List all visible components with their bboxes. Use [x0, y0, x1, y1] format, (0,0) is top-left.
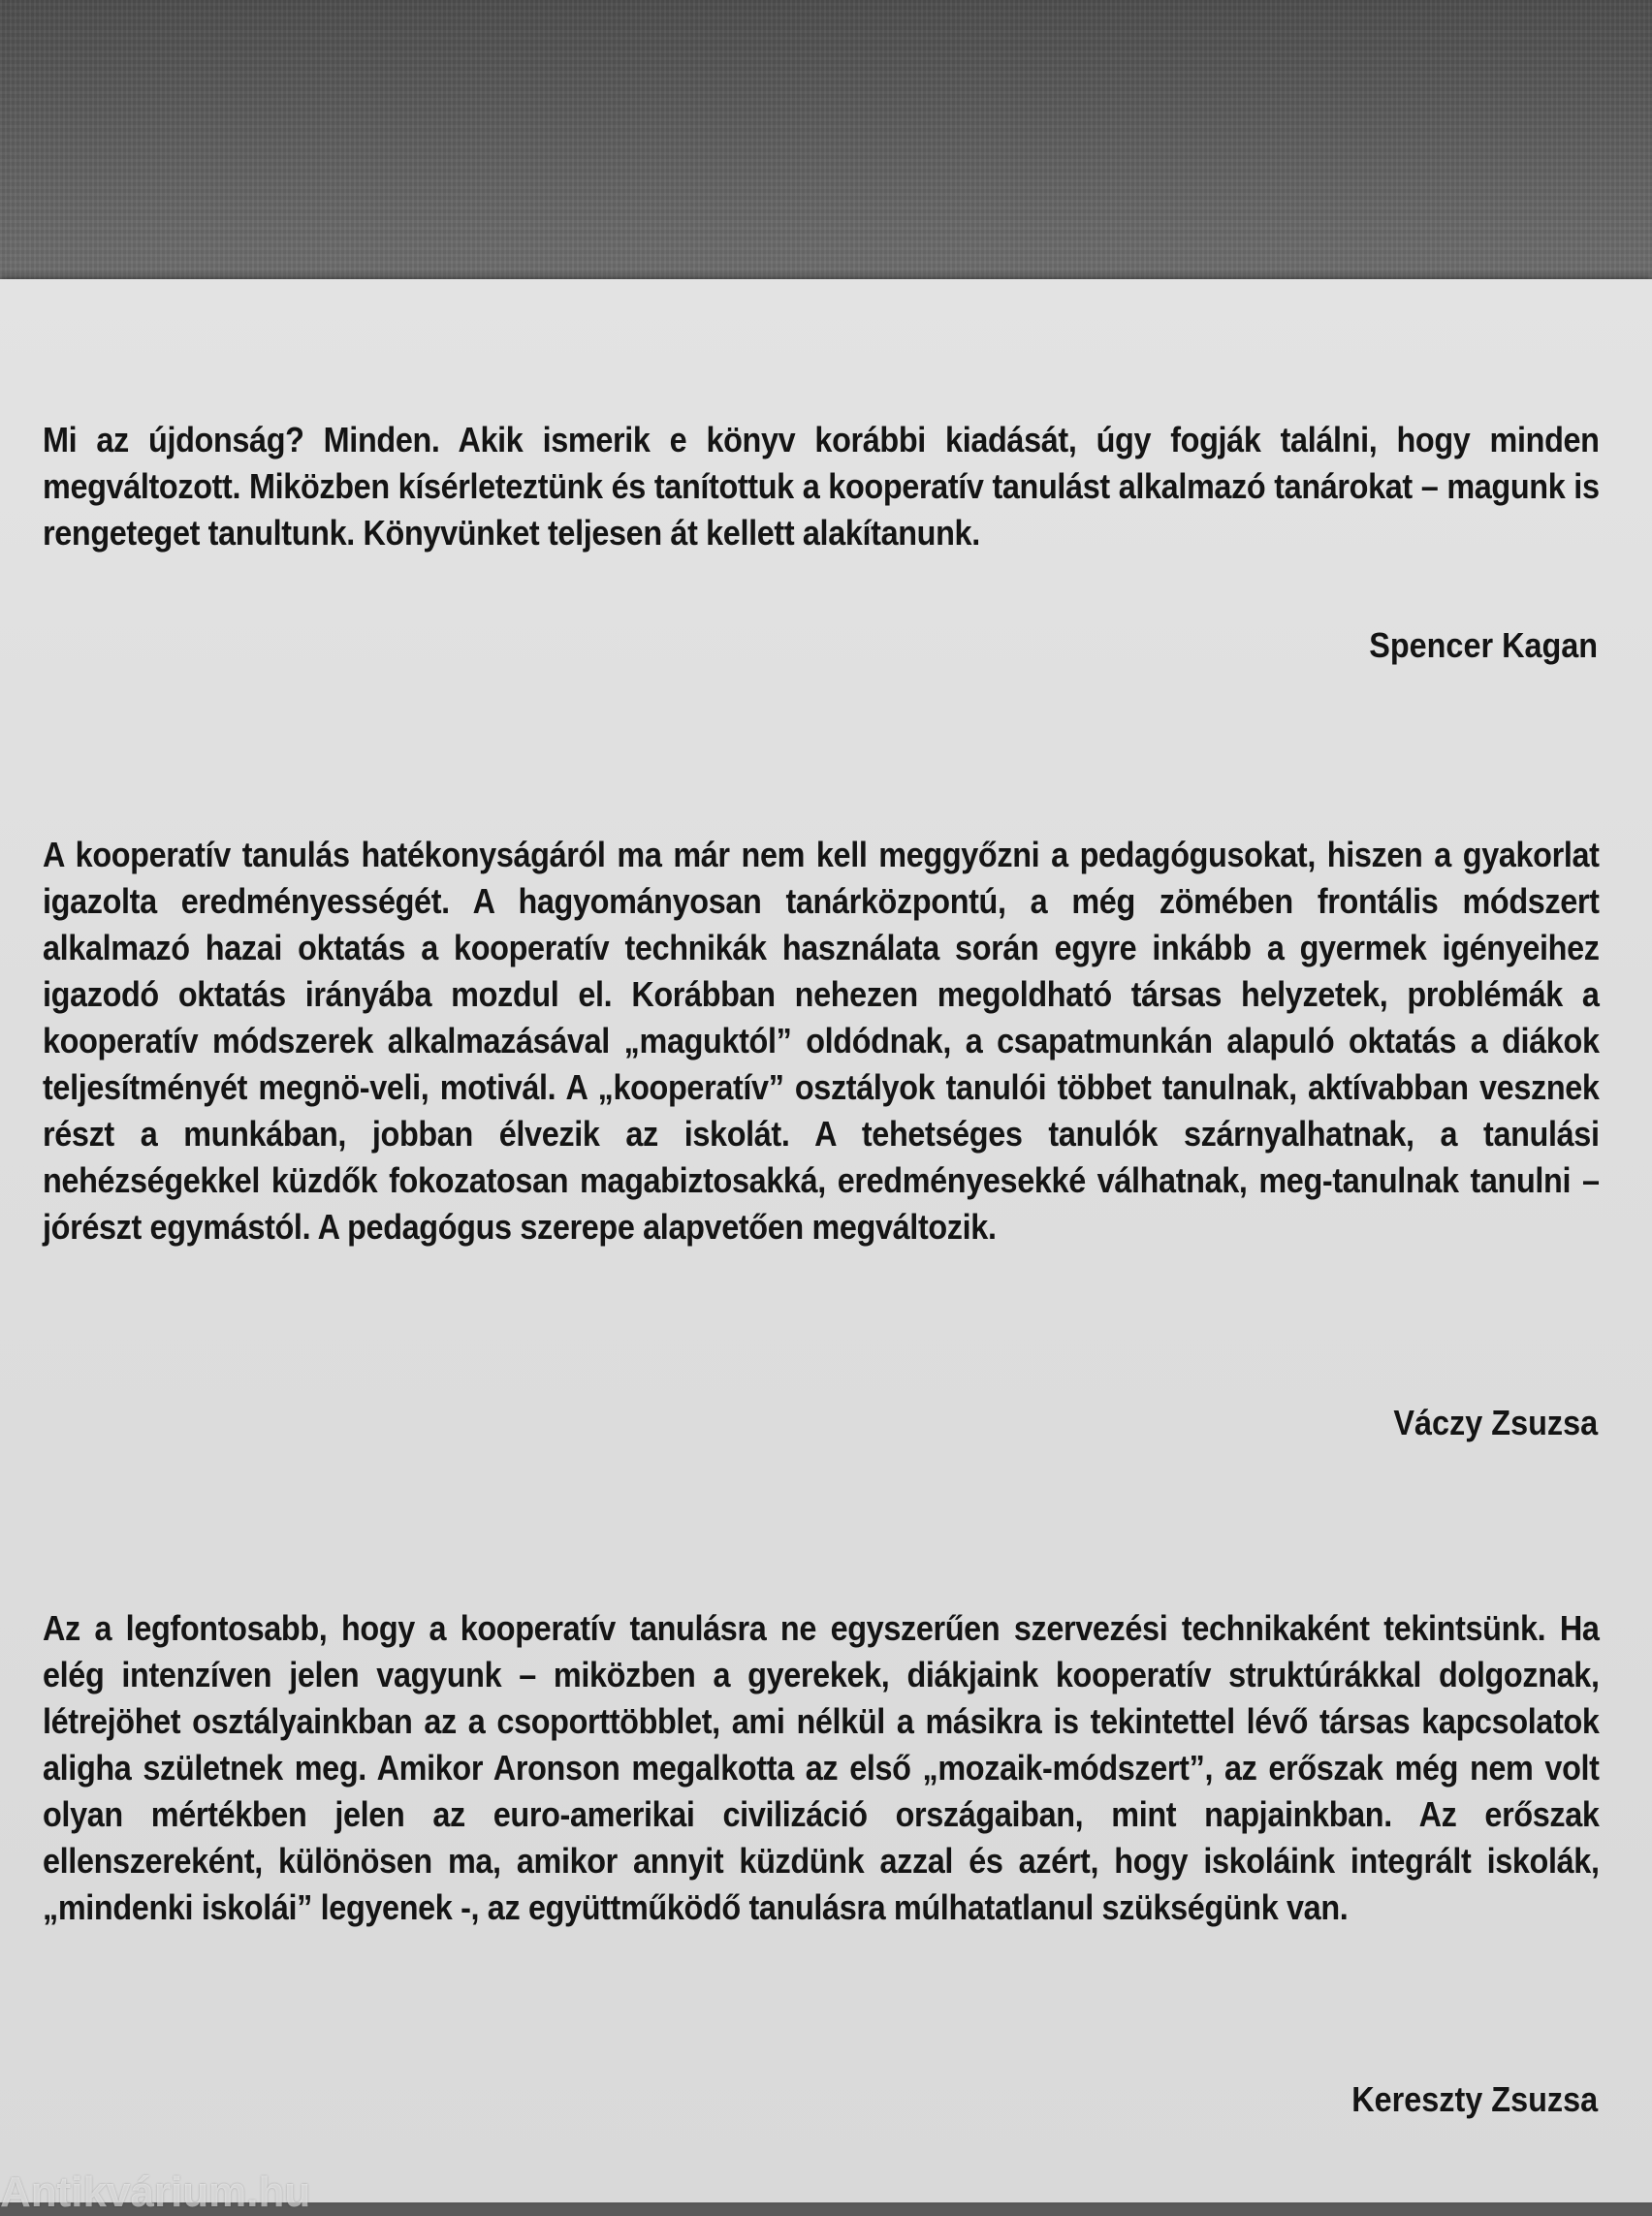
quote-text: Az a legfontosabb, hogy a kooperatív tanulásra ne egyszerűen szervezési technikaként tekintsünk. Ha elég intenzíven jelen vagyunk – miközben a gyerekek, diákjaink kooperatív struktúrákkal dolgoznak, létrejöhet osztályainkban az a csoporttöbblet, ami nélkül a másikra is tekintettel lévő társas kapcsolatok aligha születnek meg. Amikor Aronson megalkotta az első „mozaik-módszert”, az erőszak még nem volt olyan mértékben jelen az euro-amerikai civilizáció országaiban, mint napjainkban. Az erőszak ellenszereként, különösen ma, amikor annyit küzdünk azzal és azért, hogy iskoláink integrált iskolák, „mindenki iskolái” legyenek -, az együttműködő tanulásra múlhatatlanul szükségünk van.: [43, 1608, 1600, 1927]
back-cover-page: [0, 279, 1652, 2202]
quote-author: Kereszty Zsuzsa: [1351, 2079, 1598, 2119]
quote-text: A kooperatív tanulás hatékonyságáról ma már nem kell meggyőzni a pedagógusokat, hiszen a gyakorlat igazolta eredményességét. A hagyományosan tanárközpontú, a még zömében frontális módszert alkalmazó hazai oktatás a kooperatív technikák használata során egyre inkább a gyermek igényeihez igazodó oktatás irányába mozdul el. Korábban nehezen megoldható társas helyzetek, problémák a kooperatív módszerek alkalmazásával „maguktól” oldódnak, a csapatmunkán alapuló oktatás a diákok teljesítményét megnö-veli, motivál. A „kooperatív” osztályok tanulói többet tanulnak, aktívabban vesznek részt a munkában, jobban élvezik az iskolát. A tehetséges tanulók szárnyalhatnak, a tanulási nehézségekkel küzdők fokozatosan magabiztosakká, eredményesekké válhatnak, meg-tanulnak tanulni – jórészt egymástól. A pedagógus szerepe alapvetően megváltozik.: [43, 835, 1600, 1247]
quote-vaczy: [43, 832, 1600, 1250]
quote-author: Váczy Zsuzsa: [1393, 1403, 1598, 1442]
quote-kagan: [43, 417, 1600, 556]
quote-kereszty: [43, 1605, 1600, 1931]
table-surface-background: [0, 0, 1652, 291]
watermark-text: Antikvárium.hu: [0, 2169, 311, 2216]
quote-text: Mi az újdonság? Minden. Akik ismerik e könyv korábbi kiadását, úgy fogják találni, hogy minden megváltozott. Miközben kísérleteztünk és tanítottuk a kooperatív tanulást alkalmazó tanárokat – magunk is rengeteget tanultunk. Könyvünket teljesen át kellett alakítanunk.: [43, 420, 1600, 553]
quote-author: Spencer Kagan: [1369, 625, 1598, 665]
